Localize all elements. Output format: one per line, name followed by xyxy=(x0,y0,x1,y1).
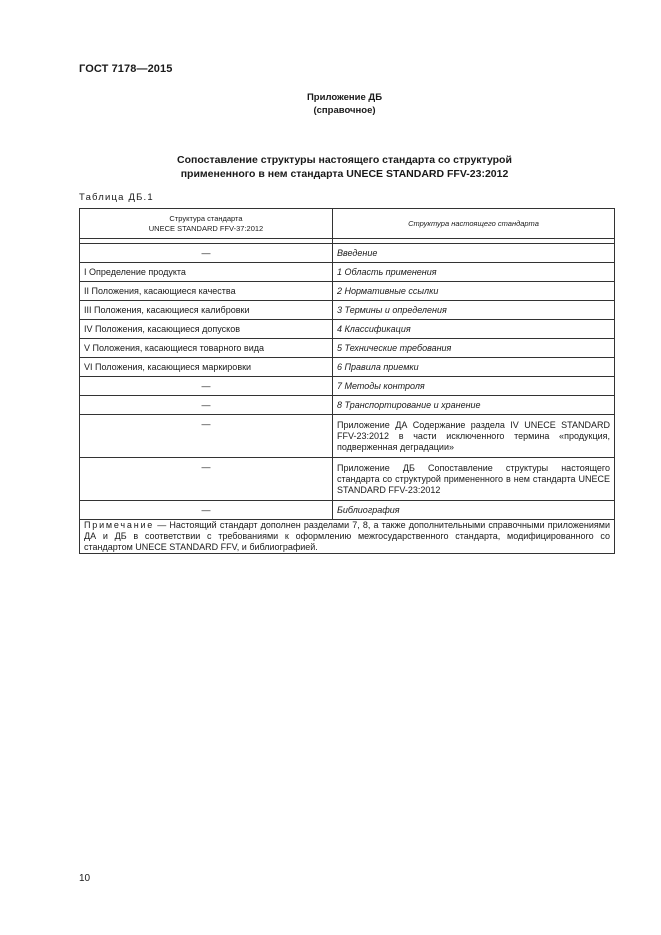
header-source-structure xyxy=(80,209,333,239)
row-left-cell: — xyxy=(80,244,333,263)
structure-comparison-table xyxy=(79,208,615,554)
row-right-cell: 6 Правила приемки xyxy=(333,358,615,377)
table-row xyxy=(80,339,615,358)
row-right-cell: 3 Термины и определения xyxy=(333,301,615,320)
table-row xyxy=(80,396,615,415)
header-this-structure: Структура настоящего стандарта xyxy=(333,209,615,239)
appendix-title: Приложение ДБ xyxy=(306,92,383,103)
row-left-cell: VI Положения, касающиеся маркировки xyxy=(80,358,333,377)
header-source-line1: Структура стандарта xyxy=(169,213,243,223)
row-left-cell: — xyxy=(80,501,333,520)
table-row xyxy=(80,244,615,263)
row-right-cell: Приложение ДБ Сопоставление структуры настоящего стандарта со структурой примененного в нем стандарта UNECE STANDARD FFV-23:2012 xyxy=(333,458,615,501)
table-note xyxy=(80,520,615,554)
row-left-cell: V Положения, касающиеся товарного вида xyxy=(80,339,333,358)
appendix-subtitle: (справочное) xyxy=(313,105,376,116)
appendix-heading xyxy=(0,91,661,117)
row-left-cell: — xyxy=(80,458,333,501)
table-row xyxy=(80,282,615,301)
row-right-cell: 5 Технические требования xyxy=(333,339,615,358)
section-title-line2: примененного в нем стандарта UNECE STANDARD FFV-23:2012 xyxy=(180,168,509,180)
table-header-row xyxy=(80,209,615,239)
row-right-cell: 1 Область применения xyxy=(333,263,615,282)
table-row xyxy=(80,458,615,501)
note-label: Примечание xyxy=(84,520,155,530)
row-left-cell: III Положения, касающиеся калибровки xyxy=(80,301,333,320)
row-right-cell: Введение xyxy=(333,244,615,263)
document-code: ГОСТ 7178—2015 xyxy=(79,63,173,75)
row-right-cell: 2 Нормативные ссылки xyxy=(333,282,615,301)
table-note-row xyxy=(80,520,615,554)
page-number: 10 xyxy=(79,873,91,884)
table-row xyxy=(80,301,615,320)
table-label: Таблица ДБ.1 xyxy=(79,192,154,203)
row-left-cell: — xyxy=(80,377,333,396)
row-right-cell: Приложение ДА Содержание раздела IV UNECE STANDARD FFV-23:2012 в части исключенного термина «продукция, подверженная деградации» xyxy=(333,415,615,458)
table-row xyxy=(80,377,615,396)
row-left-cell: IV Положения, касающиеся допусков xyxy=(80,320,333,339)
row-left-cell: I Определение продукта xyxy=(80,263,333,282)
table-row xyxy=(80,501,615,520)
row-left-cell: — xyxy=(80,396,333,415)
table-row xyxy=(80,415,615,458)
table-row xyxy=(80,358,615,377)
table-row xyxy=(80,320,615,339)
section-title xyxy=(0,153,661,181)
table-row xyxy=(80,263,615,282)
row-left-cell: — xyxy=(80,415,333,458)
row-right-cell: 4 Классификация xyxy=(333,320,615,339)
row-right-cell: 7 Методы контроля xyxy=(333,377,615,396)
row-right-cell: 8 Транспортирование и хранение xyxy=(333,396,615,415)
note-text: — Настоящий стандарт дополнен разделами 7, 8, а также дополнительными справочными приложениями ДА и ДБ в соответствии с требованиями к оформлению межгосударственного стандарта, модифицированного со стандартом UNECE STANDARD FFV, и библиографией. xyxy=(84,520,610,552)
section-title-line1: Сопоставление структуры настоящего стандарта со структурой xyxy=(177,154,512,166)
header-source-line2: UNECE STANDARD FFV-37:2012 xyxy=(148,223,264,233)
row-right-cell: Библиография xyxy=(333,501,615,520)
row-left-cell: II Положения, касающиеся качества xyxy=(80,282,333,301)
